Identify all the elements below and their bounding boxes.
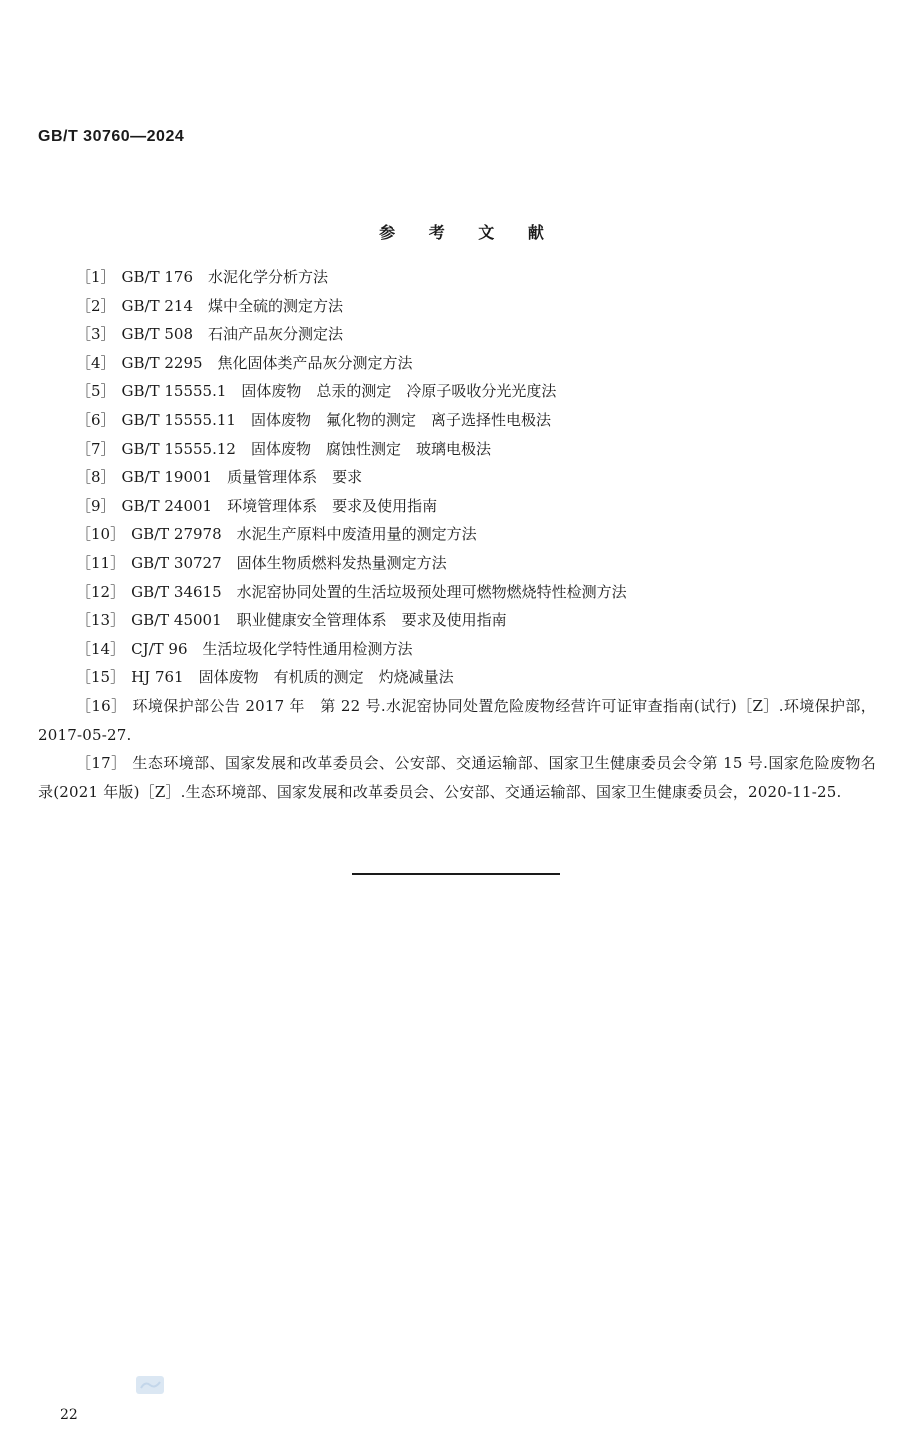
reference-number: ［12］	[76, 582, 126, 601]
reference-item	[38, 663, 876, 692]
reference-text: GB/T 15555.11 固体废物 氟化物的测定 离子选择性电极法	[121, 410, 551, 429]
reference-item	[38, 692, 876, 749]
reference-item	[38, 463, 876, 492]
reference-item	[38, 377, 876, 406]
references-list	[38, 263, 876, 806]
reference-item	[38, 263, 876, 292]
reference-item	[38, 520, 876, 549]
reference-text: GB/T 508 石油产品灰分测定法	[121, 325, 344, 344]
standard-code-header: GB/T 30760—2024	[38, 128, 185, 145]
reference-text: GB/T 45001 职业健康安全管理体系 要求及使用指南	[131, 611, 507, 630]
reference-number: ［8］	[76, 468, 116, 487]
reference-item	[38, 292, 876, 321]
reference-text: GB/T 19001 质量管理体系 要求	[121, 468, 363, 487]
reference-number: ［13］	[76, 611, 126, 630]
reference-number: ［14］	[76, 639, 126, 658]
reference-text: GB/T 27978 水泥生产原料中废渣用量的测定方法	[131, 525, 477, 544]
reference-text: GB/T 2295 焦化固体类产品灰分测定方法	[121, 353, 413, 372]
reference-text: GB/T 15555.1 固体废物 总汞的测定 冷原子吸收分光光度法	[121, 382, 557, 401]
reference-number: ［6］	[76, 410, 116, 429]
reference-number: ［15］	[76, 668, 126, 687]
reference-item	[38, 435, 876, 464]
page-number: 22	[60, 1407, 78, 1423]
reference-number: ［9］	[76, 496, 116, 515]
reference-number: ［17］	[76, 754, 127, 773]
reference-text: HJ 761 固体废物 有机质的测定 灼烧减量法	[131, 668, 454, 687]
reference-number: ［2］	[76, 296, 116, 315]
reference-text: GB/T 214 煤中全硫的测定方法	[121, 296, 344, 315]
reference-number: ［7］	[76, 439, 116, 458]
reference-item	[38, 349, 876, 378]
reference-text: 环境保护部公告 2017 年 第 22 号.水泥窑协同处置危险废物经营许可证审查指南(试行)［Z］.环境保护部，2017-05-27.	[38, 696, 877, 744]
reference-text: GB/T 24001 环境管理体系 要求及使用指南	[121, 496, 438, 515]
reference-number: ［3］	[76, 325, 116, 344]
reference-number: ［5］	[76, 382, 116, 401]
reference-text: 生态环境部、国家发展和改革委员会、公安部、交通运输部、国家卫生健康委员会令第 15 号.国家危险废物名录(2021 年版)［Z］.生态环境部、国家发展和改革委员会、公安部、交通运输部、国家卫生健康委员会，2020-11-25.	[38, 754, 876, 801]
reference-number: ［1］	[76, 268, 116, 286]
references-heading: 参 考 文 献	[379, 223, 558, 242]
reference-item	[38, 606, 876, 635]
reference-number: ［4］	[76, 353, 116, 372]
reference-item	[38, 635, 876, 664]
reference-item	[38, 549, 876, 578]
reference-text: GB/T 30727 固体生物质燃料发热量测定方法	[131, 553, 447, 572]
reference-text: GB/T 176 水泥化学分析方法	[121, 268, 329, 286]
reference-item	[38, 578, 876, 607]
reference-item	[38, 749, 876, 806]
reference-item	[38, 492, 876, 521]
reference-item	[38, 406, 876, 435]
reference-text: GB/T 15555.12 固体废物 腐蚀性测定 玻璃电极法	[121, 439, 491, 458]
reference-number: ［11］	[76, 553, 126, 572]
reference-number: ［10］	[76, 525, 126, 544]
reference-number: ［16］	[76, 696, 127, 715]
reference-item	[38, 320, 876, 349]
end-of-document-rule	[352, 873, 560, 875]
publisher-watermark-icon	[135, 1374, 165, 1396]
reference-text: GB/T 34615 水泥窑协同处置的生活垃圾预处理可燃物燃烧特性检测方法	[131, 582, 627, 601]
reference-text: CJ/T 96 生活垃圾化学特性通用检测方法	[131, 639, 413, 658]
